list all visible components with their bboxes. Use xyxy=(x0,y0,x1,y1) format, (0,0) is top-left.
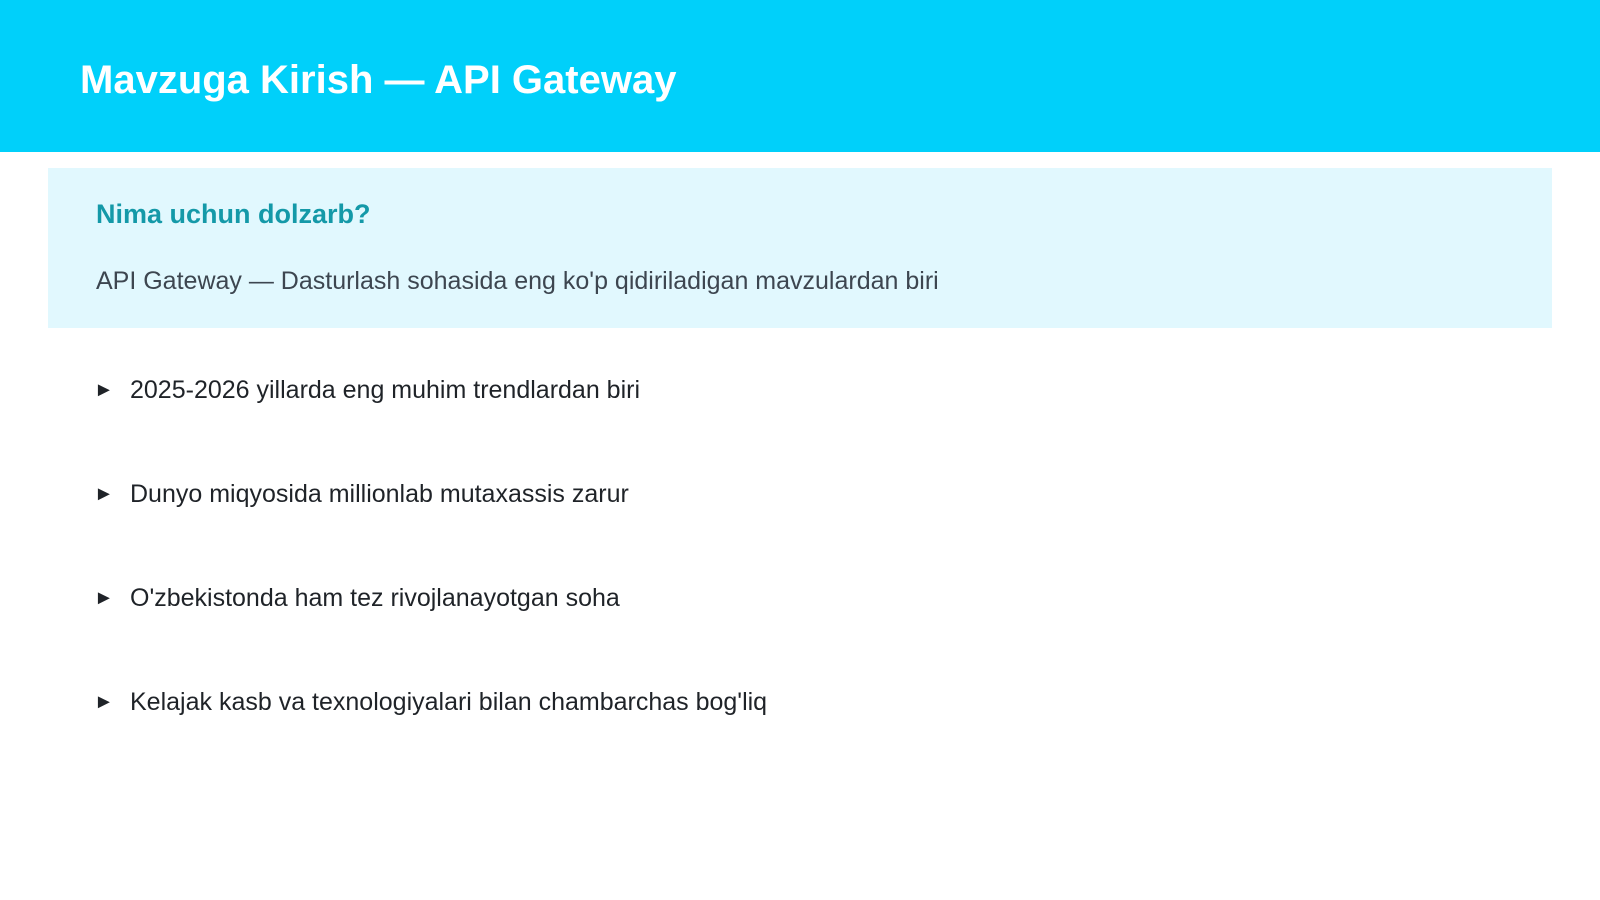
slide-header xyxy=(0,0,1600,152)
highlight-heading: Nima uchun dolzarb? xyxy=(96,199,371,229)
bullet-item xyxy=(94,370,767,474)
slide-title: Mavzuga Kirish — API Gateway xyxy=(80,58,677,102)
triangle-bullet-icon: ► xyxy=(94,587,114,609)
highlight-box xyxy=(48,168,1552,328)
bullet-text: Dunyo miqyosida millionlab mutaxassis zarur xyxy=(130,480,629,508)
bullet-item xyxy=(94,682,767,786)
triangle-bullet-icon: ► xyxy=(94,379,114,401)
bullet-list xyxy=(94,370,767,786)
bullet-text: 2025-2026 yillarda eng muhim trendlardan biri xyxy=(130,376,641,404)
bullet-text: Kelajak kasb va texnologiyalari bilan chambarchas bog'liq xyxy=(130,688,768,716)
triangle-bullet-icon: ► xyxy=(94,483,114,505)
bullet-item xyxy=(94,578,767,682)
highlight-text: API Gateway — Dasturlash sohasida eng ko'p qidiriladigan mavzulardan biri xyxy=(96,267,939,295)
bullet-text: O'zbekistonda ham tez rivojlanayotgan soha xyxy=(130,584,620,612)
bullet-item xyxy=(94,474,767,578)
triangle-bullet-icon: ► xyxy=(94,691,114,713)
